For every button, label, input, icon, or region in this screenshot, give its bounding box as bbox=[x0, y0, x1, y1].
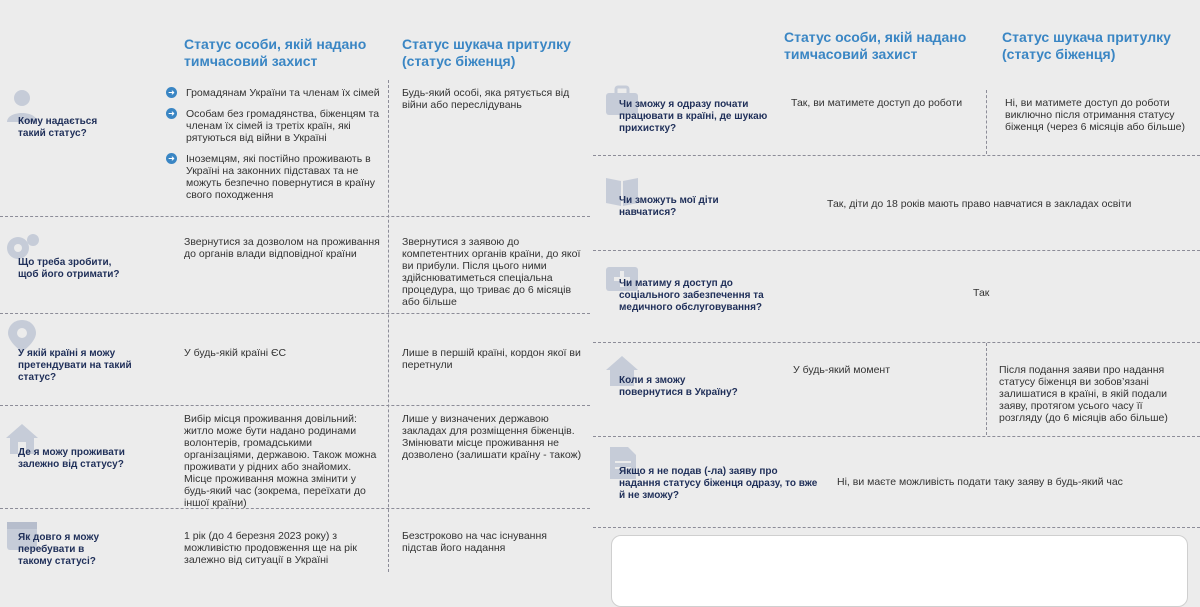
temporary-protection-country: У будь-якій країні ЄС bbox=[184, 347, 287, 359]
header-temporary-protection-right: Статус особи, якій надано тимчасовий захист bbox=[784, 29, 967, 62]
right-column-divider-1 bbox=[986, 90, 987, 154]
late-application-answer: Ні, ви маєте можливість подати таку заяву в будь-який час bbox=[837, 476, 1123, 488]
right-row-divider-1 bbox=[593, 155, 1200, 156]
left-column-divider bbox=[388, 80, 389, 572]
right-row-divider-5 bbox=[593, 527, 1200, 528]
question-which-country: У якій країні я можу претендувати на такий статус? bbox=[18, 348, 132, 383]
question-who-is-eligible: Кому надається такий статус? bbox=[18, 116, 98, 139]
social-medical-answer: Так bbox=[973, 287, 990, 299]
asylum-duration: Безстроково на час існування підстав його надання bbox=[402, 530, 547, 554]
temporary-protection-duration: 1 рік (до 4 березня 2023 року) з можливістю продовження ще на рік залежно від ситуації в Україні bbox=[184, 530, 357, 566]
right-row-divider-2 bbox=[593, 250, 1200, 251]
asylum-return: Після подання заяви про надання статусу біженця ви зобов’язані залишатися в країні, в якій подали заяву, протягом усього часу її розгляду (до 6 місяців або більше) bbox=[999, 364, 1168, 424]
left-row-divider-1 bbox=[0, 216, 590, 217]
children-study-answer: Так, діти до 18 років мають право навчатися в закладах освіти bbox=[827, 198, 1132, 210]
temporary-protection-residence: Вибір місця проживання довільний: житло може бути надано родинами волонтерів, громадськими організаціями, державою. Також можна проживати у рідних або знайомих. Місце проживання можна змінити у будь-який час (зокрема, переїхати до іншої країни) bbox=[184, 413, 377, 509]
question-where-to-live: Де я можу проживати залежно від статусу? bbox=[18, 447, 125, 470]
list-item: ➜ Особам без громадянства, біженцям та членам їх сімей із третіх країн, які рятуються від війни в Україні bbox=[166, 108, 381, 144]
arrow-right-icon: ➜ bbox=[166, 87, 177, 98]
question-children-study: Чи зможуть мої діти навчатися? bbox=[619, 195, 719, 218]
question-late-application: Якщо я не подав (-ла) заяву про надання статусу біженця одразу, то вже й не зможу? bbox=[619, 466, 818, 501]
asylum-residence: Лише у визначених державою закладах для розміщення біженців. Змінювати місце проживання не дозволено (залишати країну - також) bbox=[402, 413, 582, 461]
question-how-to-obtain: Що треба зробити, щоб його отримати? bbox=[18, 257, 120, 280]
arrow-right-icon: ➜ bbox=[166, 153, 177, 164]
list-item: ➜ Громадянам України та членам їх сімей bbox=[166, 87, 381, 99]
question-social-medical: Чи матиму я доступ до соціального забезпечення та медичного обслуговування? bbox=[619, 278, 764, 313]
list-item: ➜ Іноземцям, які постійно проживають в Україні на законних підставах та не можуть безпечно повернутися в країну свого походження bbox=[166, 153, 381, 201]
right-row-divider-3 bbox=[593, 342, 1200, 343]
question-return-ukraine: Коли я зможу повернутися в Україну? bbox=[619, 375, 738, 398]
asylum-eligibility: Будь-який особі, яка рятується від війни або переслідувань bbox=[402, 87, 570, 111]
question-how-long: Як довго я можу перебувати в такому статусі? bbox=[18, 532, 100, 567]
right-row-divider-4 bbox=[593, 436, 1200, 437]
right-column-divider-4 bbox=[986, 343, 987, 435]
asylum-country: Лише в першій країні, кордон якої ви перетнули bbox=[402, 347, 581, 371]
note-box bbox=[611, 535, 1188, 607]
left-row-divider-3 bbox=[0, 405, 590, 406]
left-row-divider-2 bbox=[0, 313, 590, 314]
asylum-how-to-obtain: Звернутися з заявою до компетентних органів країни, до якої ви прибули. Після цього ними здійснюватиметься спеціальна процедура, що триває до 6 місяців або більше bbox=[402, 236, 581, 308]
temporary-protection-work: Так, ви матимете доступ до роботи bbox=[791, 97, 963, 109]
header-asylum-seeker-right: Статус шукача притулку (статус біженця) bbox=[1002, 29, 1171, 62]
question-can-work: Чи зможу я одразу почати працювати в країні, де шукаю прихистку? bbox=[619, 99, 768, 134]
temporary-protection-how-to-obtain: Звернутися за дозволом на проживання до органів влади відповідної країни bbox=[184, 236, 380, 260]
header-asylum-seeker-left: Статус шукача притулку (статус біженця) bbox=[402, 36, 571, 69]
asylum-work: Ні, ви матимете доступ до роботи виключно після отримання статусу біженця (через 6 місяців або більше) bbox=[1005, 97, 1186, 133]
arrow-right-icon: ➜ bbox=[166, 108, 177, 119]
temporary-protection-return: У будь-який момент bbox=[793, 364, 891, 376]
temporary-protection-eligibility-list bbox=[166, 87, 381, 210]
header-temporary-protection-left: Статус особи, якій надано тимчасовий захист bbox=[184, 36, 367, 69]
